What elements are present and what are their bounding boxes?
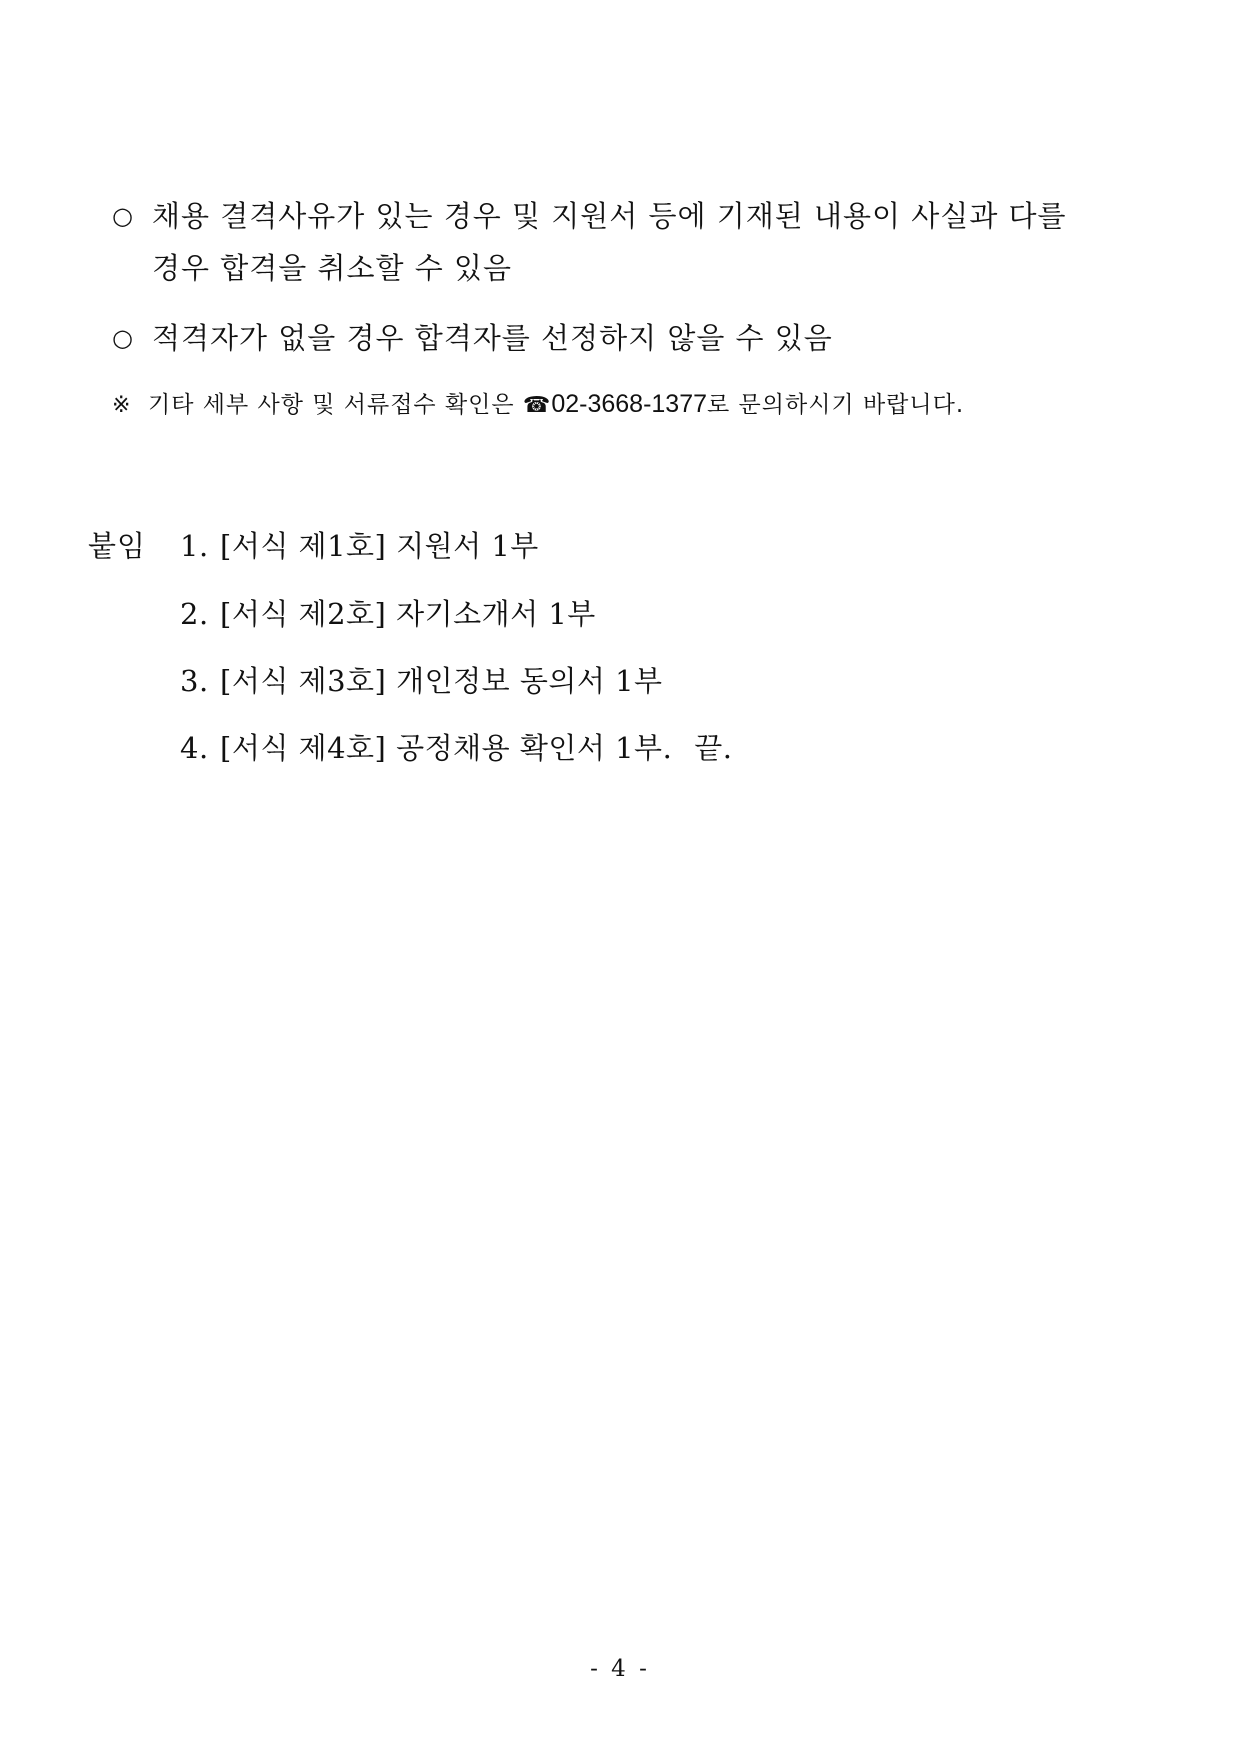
attachment-text: [서식 제1호] 지원서 1부 [220, 529, 539, 563]
bullet-no-qualified-candidate [112, 316, 833, 357]
attachment-text: [서식 제4호] 공정채용 확인서 1부. [220, 731, 673, 765]
attachment-number: 1. [180, 529, 209, 563]
attachment-item [180, 659, 663, 700]
telephone-icon: ☎ [522, 393, 552, 418]
bullet-text: 채용 결격사유가 있는 경우 및 지원서 등에 기재된 내용이 사실과 다를 [152, 199, 1067, 233]
attachment-item [180, 524, 539, 565]
reference-mark-icon: ※ [112, 393, 132, 418]
note-text-after: 로 문의하시기 바랍니다. [707, 392, 965, 418]
bullet-disqualification-line-2: 경우 합격을 취소할 수 있음 [152, 251, 513, 285]
circle-bullet-icon: ○ [112, 324, 134, 352]
contact-note [112, 386, 964, 419]
bullet-disqualification-line-1 [112, 194, 1067, 235]
circle-bullet-icon: ○ [112, 202, 134, 230]
end-mark: 끝. [694, 731, 733, 765]
attachment-item [180, 592, 596, 633]
bullet-text: 적격자가 없을 경우 합격자를 선정하지 않을 수 있음 [152, 321, 833, 355]
attachment-number: 4. [180, 731, 209, 765]
attachment-item [180, 726, 733, 767]
attachment-number: 2. [180, 597, 209, 631]
attachment-text: [서식 제2호] 자기소개서 1부 [220, 597, 596, 631]
phone-number: 02-3668-1377 [551, 390, 708, 418]
attachment-text: [서식 제3호] 개인정보 동의서 1부 [220, 664, 663, 698]
attachment-number: 3. [180, 664, 209, 698]
attachments-label: 붙임 [88, 529, 147, 563]
note-text-before: 기타 세부 사항 및 서류접수 확인은 [148, 392, 515, 418]
page-number: - 4 - [590, 1656, 650, 1682]
